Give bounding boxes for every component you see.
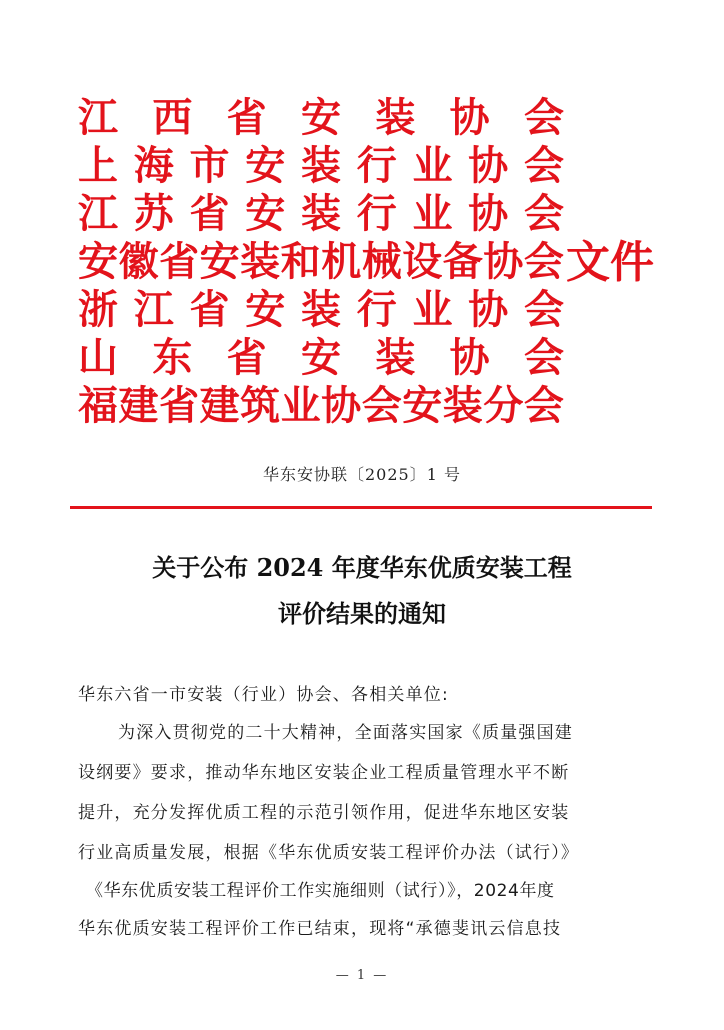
org-line-4: 安 徽 省 安 装 和 机 械 设 备 协 会 bbox=[78, 238, 564, 285]
org-line-3: 江 苏 省 安 装 行 业 协 会 bbox=[78, 190, 564, 237]
document-number: 华东安协联〔2025〕1 号 bbox=[263, 465, 461, 484]
issuing-organizations-header bbox=[78, 94, 654, 436]
body-line: 华东优质安装工程评价工作已结束，现将“承德斐讯云信息技 bbox=[78, 919, 562, 939]
red-divider-line bbox=[70, 506, 652, 509]
document-title-line-1: 关于公布 2024 年度华东优质安装工程 bbox=[152, 553, 572, 582]
body-line: 为深入贯彻党的二十大精神，全面落实国家《质量强国建 bbox=[118, 723, 573, 743]
org-line-6: 山 东 省 安 装 协 会 bbox=[78, 334, 564, 381]
org-line-5: 浙 江 省 安 装 行 业 协 会 bbox=[78, 286, 564, 333]
salutation: 华东六省一市安装（行业）协会、各相关单位: bbox=[78, 685, 449, 705]
body-line: 提升，充分发挥优质工程的示范引领作用，促进华东地区安装 bbox=[78, 803, 570, 823]
body-line: 《华东优质安装工程评价工作实施细则（试行）》，2024年度 bbox=[86, 881, 555, 901]
document-title-line-2: 评价结果的通知 bbox=[278, 599, 446, 628]
org-line-7: 福 建 省 建 筑 业 协 会 安 装 分 会 bbox=[78, 382, 564, 429]
org-line-2: 上 海 市 安 装 行 业 协 会 bbox=[78, 142, 564, 189]
document-suffix: 文件 bbox=[566, 237, 654, 288]
page-number: — 1 — bbox=[335, 968, 389, 983]
body-line: 设纲要》要求，推动华东地区安装企业工程质量管理水平不断 bbox=[78, 763, 570, 783]
org-line-1: 江 西 省 安 装 协 会 bbox=[78, 94, 564, 141]
body-line: 行业高质量发展，根据《华东优质安装工程评价办法（试行）》 bbox=[78, 843, 580, 863]
